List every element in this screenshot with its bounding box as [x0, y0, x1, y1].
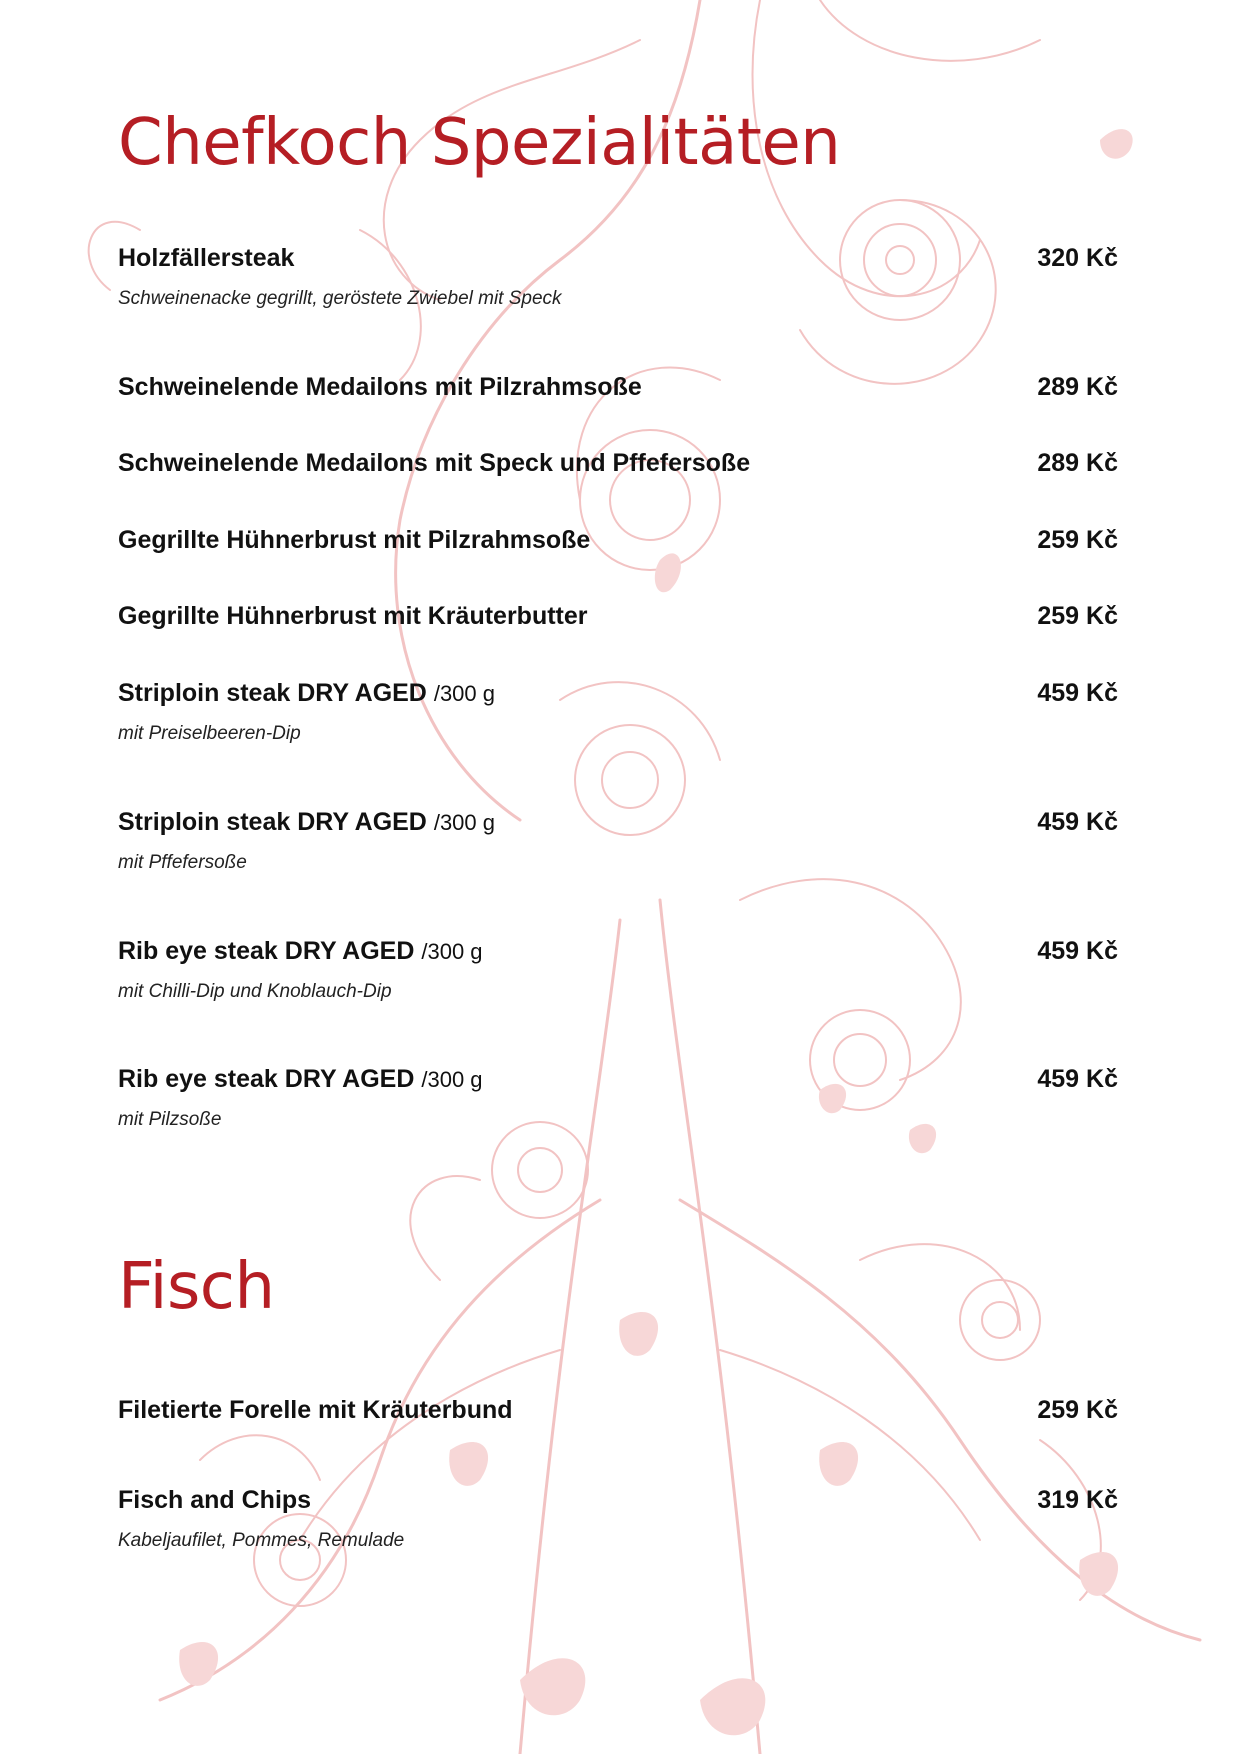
- menu-item: [118, 1486, 1118, 1566]
- item-weight: /300 g: [421, 939, 483, 964]
- item-price: 259 Kč: [1037, 602, 1118, 630]
- item-name: Striploin steak DRY AGED /300 g: [118, 679, 495, 707]
- item-description: mit Preiselbeeren-Dip: [118, 723, 301, 744]
- item-name: Schweinelende Medailons mit Pilzrahmsoße: [118, 373, 642, 401]
- item-price: 259 Kč: [1037, 1396, 1118, 1424]
- item-name: Striploin steak DRY AGED /300 g: [118, 808, 495, 836]
- item-description: mit Chilli-Dip und Knoblauch-Dip: [118, 981, 392, 1002]
- menu-item: [118, 808, 1118, 888]
- item-description: mit Pilzsoße: [118, 1109, 222, 1130]
- item-name: Schweinelende Medailons mit Speck und Pffefersoße: [118, 449, 751, 477]
- item-name: Fisch and Chips: [118, 1486, 312, 1514]
- menu-item: [118, 602, 1118, 682]
- item-name: Filetierte Forelle mit Kräuterbund: [118, 1396, 513, 1424]
- section-title-fisch: Fisch: [118, 1250, 275, 1324]
- item-price: 459 Kč: [1037, 937, 1118, 965]
- menu-item: [118, 679, 1118, 759]
- item-price: 459 Kč: [1037, 1065, 1118, 1093]
- menu-item: [118, 373, 1118, 453]
- item-price: 289 Kč: [1037, 449, 1118, 477]
- item-name: Rib eye steak DRY AGED /300 g: [118, 1065, 483, 1093]
- menu-item: [118, 1065, 1118, 1145]
- item-name: Gegrillte Hühnerbrust mit Pilzrahmsoße: [118, 526, 591, 554]
- item-name: Gegrillte Hühnerbrust mit Kräuterbutter: [118, 602, 588, 630]
- item-price: 320 Kč: [1037, 244, 1118, 272]
- item-name: Holzfällersteak: [118, 244, 295, 272]
- menu-item: [118, 244, 1118, 324]
- item-weight: /300 g: [433, 681, 495, 706]
- item-name: Rib eye steak DRY AGED /300 g: [118, 937, 483, 965]
- item-description: mit Pffefersoße: [118, 852, 247, 873]
- item-weight: /300 g: [421, 1067, 483, 1092]
- item-price: 319 Kč: [1037, 1486, 1118, 1514]
- menu-item: [118, 1396, 1118, 1476]
- item-price: 289 Kč: [1037, 373, 1118, 401]
- item-price: 459 Kč: [1037, 808, 1118, 836]
- menu-item: [118, 937, 1118, 1017]
- item-description: Schweinenacke gegrillt, geröstete Zwiebel mit Speck: [118, 288, 562, 309]
- item-price: 459 Kč: [1037, 679, 1118, 707]
- menu-item: [118, 449, 1118, 529]
- item-weight: /300 g: [433, 810, 495, 835]
- item-price: 259 Kč: [1037, 526, 1118, 554]
- item-description: Kabeljaufilet, Pommes, Remulade: [118, 1530, 405, 1551]
- section-title-chefkoch: Chefkoch Spezialitäten: [118, 106, 841, 180]
- menu-item: [118, 526, 1118, 606]
